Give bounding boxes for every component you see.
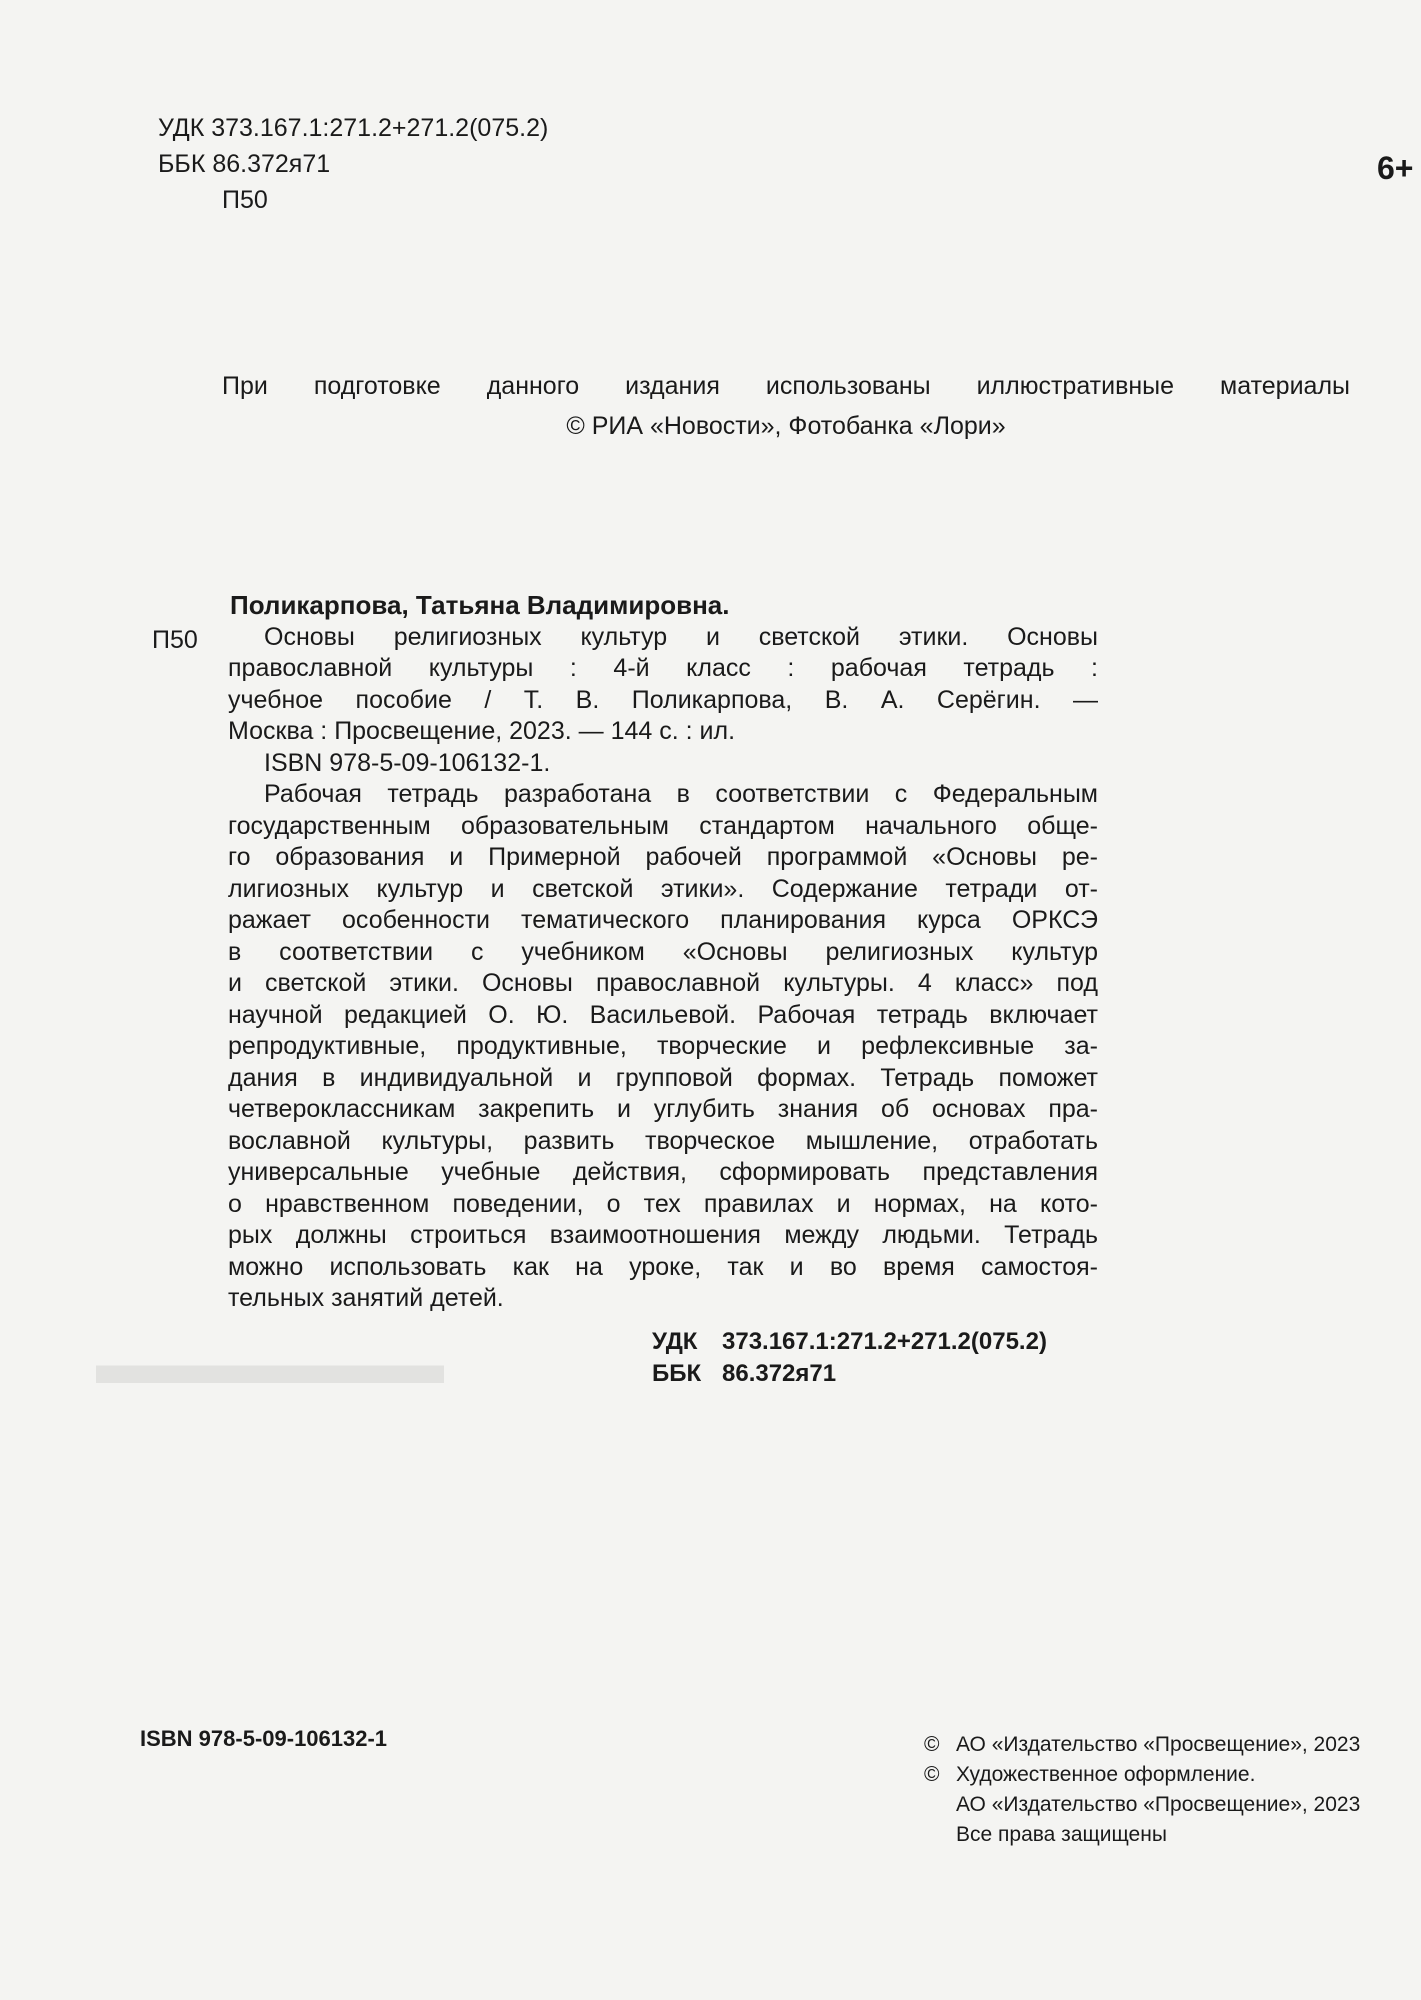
bibliographic-record <box>228 590 1098 1315</box>
annotation-line: лигиозных культур и светской этики». Содержание тетради от- <box>228 874 1098 903</box>
udk-label: УДК <box>652 1328 698 1355</box>
annotation-line: рых должны строиться взаимоотношения между людьми. Тетрадь <box>228 1221 1098 1249</box>
annotation-line: о нравственном поведении, о тех правилах и нормах, на кото- <box>228 1189 1098 1218</box>
copyright-line-3: АО «Издательство «Просвещение», 2023 <box>956 1793 1361 1816</box>
isbn-footer: ISBN 978-5-09-106132-1 <box>140 1726 388 1751</box>
annotation-line: репродуктивные, продуктивные, творческие и рефлексивные за- <box>228 1032 1098 1060</box>
rights-line: Все права защищены <box>956 1823 1167 1846</box>
annotation-line: научной редакцией О. Ю. Васильевой. Рабочая тетрадь включает <box>228 1000 1098 1029</box>
author-name: Поликарпова, Татьяна Владимировна. <box>230 590 730 620</box>
udk-top: УДК 373.167.1:271.2+271.2(075.2) <box>158 114 549 142</box>
credit-line-2: © РИА «Новости», Фотобанка «Лори» <box>566 412 1006 440</box>
copyright-sign: © <box>924 1733 940 1756</box>
author-mark-top: П50 <box>222 186 268 214</box>
annotation-line: Рабочая тетрадь разработана в соответствии с Федеральным <box>264 780 1098 808</box>
annotation-line: четвероклассникам закрепить и углубить знания об основах пра- <box>228 1095 1098 1123</box>
bbk-top: ББК 86.372я71 <box>158 150 331 178</box>
annotation-line: дания в индивидуальной и групповой формах. Тетрадь поможет <box>228 1063 1098 1092</box>
illustration-credit <box>222 366 1350 446</box>
copyright-sign: © <box>924 1763 940 1786</box>
show-through-decoration: ▬▬▬▬▬▬ <box>96 1331 444 1396</box>
udk-value: 373.167.1:271.2+271.2(075.2) <box>722 1328 1047 1355</box>
annotation-line: можно использовать как на уроке, так и во время самостоя- <box>228 1252 1098 1281</box>
annotation-line: ражает особенности тематического планирования курса ОРКСЭ <box>228 906 1098 934</box>
bbk-label: ББК <box>652 1360 702 1387</box>
bbk-bottom <box>652 1358 1047 1390</box>
credit-line-1: При подготовке данного издания использованы иллюстративные материалы <box>222 372 1350 400</box>
bottom-classification <box>652 1326 1047 1390</box>
copyright-line-1: © АО «Издательство «Просвещение», 2023 <box>924 1730 1360 1760</box>
author-mark-side: П50 <box>152 626 198 654</box>
isbn-record: ISBN 978-5-09-106132-1. <box>264 748 551 777</box>
title-line: учебное пособие / Т. В. Поликарпова, В. А. Серёгин. — <box>228 685 1098 714</box>
title-line: Основы религиозных культур и светской этики. Основы <box>264 622 1098 651</box>
udk-bottom <box>652 1326 1047 1358</box>
age-rating: 6+ <box>1377 150 1414 186</box>
title-line: Москва : Просвещение, 2023. — 144 с. : ил. <box>228 717 736 745</box>
title-line: православной культуры : 4-й класс : рабочая тетрадь : <box>228 654 1098 682</box>
annotation-line: в соответствии с учебником «Основы религиозных культур <box>228 937 1098 966</box>
annotation-line: го образования и Примерной рабочей программой «Основы ре- <box>228 843 1098 871</box>
copyright-block <box>924 1730 1360 1850</box>
annotation-line: тельных занятий детей. <box>228 1284 504 1312</box>
annotation-line: универсальные учебные действия, сформировать представления <box>228 1158 1098 1186</box>
bbk-value: 86.372я71 <box>722 1360 837 1387</box>
copyright-line-2: © Художественное оформление. <box>924 1760 1360 1790</box>
annotation-line: государственным образовательным стандартом начального обще- <box>228 811 1098 840</box>
annotation-line: вославной культуры, развить творческое мышление, отработать <box>228 1126 1098 1155</box>
top-classification <box>158 110 548 218</box>
annotation-line: и светской этики. Основы православной культуры. 4 класс» под <box>228 969 1098 997</box>
